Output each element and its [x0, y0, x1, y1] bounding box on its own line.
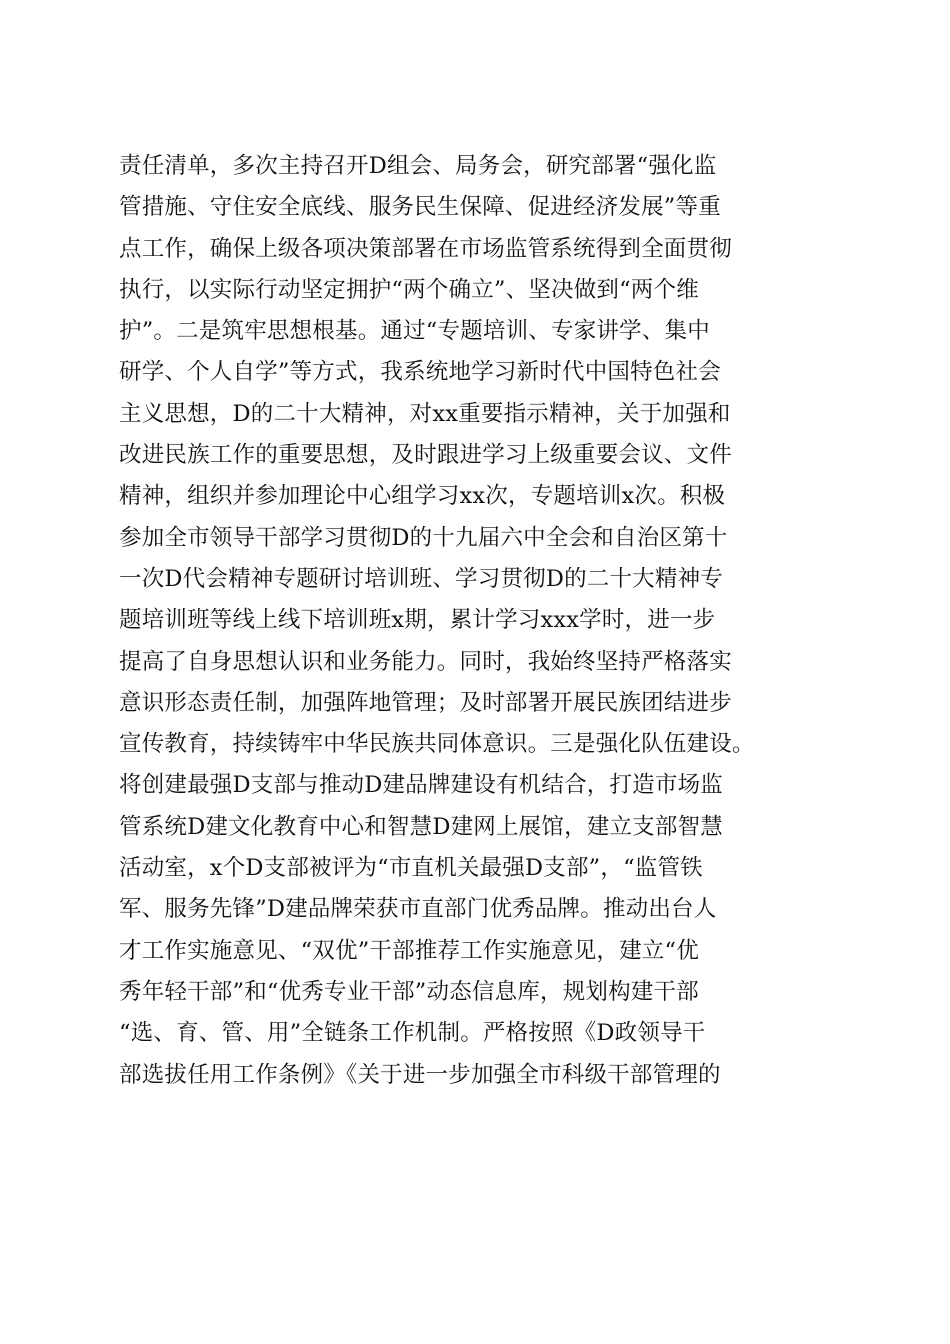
text-line: 责任清单，多次主持召开D组会、局务会，研究部署“强化监 [119, 153, 717, 179]
text-line: 意识形态责任制，加强阵地管理；及时部署开展民族团结进步 [119, 689, 732, 716]
text-line: 管措施、守住安全底线、服务民生保障、促进经济发展”等重 [119, 194, 721, 221]
text-line: 护”。二是筑牢思想根基。通过“专题培训、专家讲学、集中 [119, 318, 710, 345]
text-line: 将创建最强D支部与推动D建品牌建设有机结合，打造市场监 [119, 772, 723, 799]
text-line: 参加全市领导干部学习贯彻D的十九届六中全会和自治区第十 [119, 524, 728, 551]
text-line: 题培训班等线上线下培训班x期，累计学习xxx学时，进一步 [119, 607, 716, 634]
text-line: 管系统D建文化教育中心和智慧D建网上展馆，建立支部智慧 [119, 813, 723, 840]
text-line: 改进民族工作的重要思想，及时跟进学习上级重要会议、文件 [119, 442, 732, 469]
text-line: 部选拔任用工作条例》《关于进一步加强全市科级干部管理的 [119, 1061, 721, 1088]
text-line: 秀年轻干部”和“优秀专业干部”动态信息库，规划构建干部 [119, 978, 699, 1005]
text-line: 研学、个人自学”等方式，我系统地学习新时代中国特色社会 [119, 359, 721, 386]
text-line: “选、育、管、用”全链条工作机制。严格按照《D政领导干 [119, 1020, 706, 1047]
text-line: 执行，以实际行动坚定拥护“两个确立”、坚决做到“两个维 [119, 276, 699, 303]
text-line: 宣传教育，持续铸牢中华民族共同体意识。三是强化队伍建设。 [119, 731, 755, 758]
text-line: 一次D代会精神专题研讨培训班、学习贯彻D的二十大精神专 [119, 565, 723, 592]
text-line: 活动室，x个D支部被评为“市直机关最强D支部”，“监管铁 [119, 855, 703, 882]
text-line: 提高了自身思想认识和业务能力。同时，我始终坚持严格落实 [119, 648, 732, 675]
text-line: 主义思想，D的二十大精神，对xx重要指示精神，关于加强和 [119, 400, 731, 427]
text-line: 军、服务先锋”D建品牌荣获市直部门优秀品牌。推动出台人 [119, 896, 717, 923]
text-line: 才工作实施意见、“双优”干部推荐工作实施意见，建立“优 [119, 937, 699, 964]
text-line: 点工作，确保上级各项决策部署在市场监管系统得到全面贯彻 [119, 235, 732, 262]
body-text [119, 146, 839, 1096]
text-line: 精神，组织并参加理论中心组学习xx次，专题培训x次。积极 [119, 483, 726, 510]
